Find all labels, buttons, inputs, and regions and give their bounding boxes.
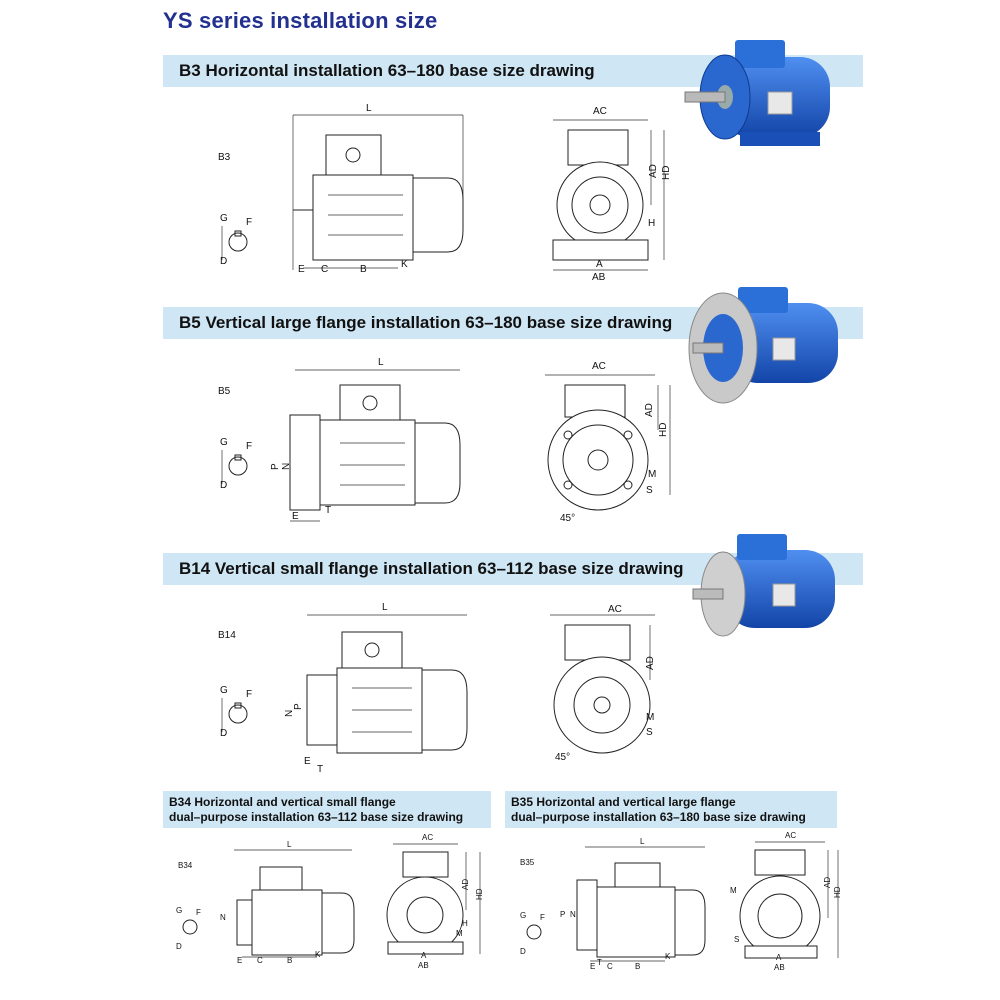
dim-g: G xyxy=(220,213,228,224)
svg-text:HD: HD xyxy=(475,888,484,900)
svg-text:AB: AB xyxy=(418,961,429,970)
svg-text:AC: AC xyxy=(785,831,797,840)
dim-m: M xyxy=(648,469,657,480)
svg-text:M: M xyxy=(730,886,737,895)
svg-text:B: B xyxy=(287,956,293,965)
svg-text:T: T xyxy=(597,958,602,967)
svg-text:P: P xyxy=(560,910,566,919)
dim-s: S xyxy=(646,727,653,738)
svg-text:F: F xyxy=(196,908,201,917)
svg-text:B: B xyxy=(635,962,641,971)
dim-b: B xyxy=(360,264,367,275)
dim-ad: AD xyxy=(644,403,655,417)
svg-text:A: A xyxy=(421,951,427,960)
key-diagram-b35 xyxy=(520,910,550,955)
svg-text:B3: B3 xyxy=(218,152,231,163)
svg-text:D: D xyxy=(520,947,526,956)
svg-text:D: D xyxy=(176,942,182,951)
b5-side-view xyxy=(270,355,470,530)
svg-text:F: F xyxy=(540,913,545,922)
tag-b5 xyxy=(218,382,258,402)
dim-d: D xyxy=(220,480,228,491)
tag-b14 xyxy=(218,626,258,646)
svg-text:N: N xyxy=(220,913,226,922)
dim-e: E xyxy=(298,264,305,275)
dim-f: F xyxy=(246,441,253,452)
b34-front-view xyxy=(378,830,493,970)
svg-text:HD: HD xyxy=(833,886,842,898)
b34-title-line2: dual–purpose installation 63–112 base size drawing xyxy=(169,810,464,824)
svg-text:N: N xyxy=(570,910,576,919)
dim-h: H xyxy=(648,218,656,229)
dim-d: D xyxy=(220,728,228,739)
tag-b3 xyxy=(218,148,258,168)
dim-s: S xyxy=(646,485,653,496)
b5-front-view xyxy=(540,355,690,530)
section-banner-b5: B5 Vertical large flange installation 63–180 base size drawing xyxy=(163,307,863,339)
dim-c: C xyxy=(321,264,329,275)
dim-hd: HD xyxy=(658,422,669,437)
b3-front-view xyxy=(548,100,678,285)
angle-45: 45° xyxy=(560,513,576,524)
dim-ac: AC xyxy=(593,106,607,117)
key-diagram-b14 xyxy=(218,684,258,739)
svg-text:AD: AD xyxy=(823,876,832,888)
section-banner-b35 xyxy=(505,791,837,828)
svg-text:K: K xyxy=(315,950,321,959)
dim-t: T xyxy=(317,764,324,775)
dim-ad: AD xyxy=(648,164,659,178)
svg-text:L: L xyxy=(640,837,645,846)
svg-text:B34: B34 xyxy=(178,861,193,870)
key-diagram-b3 xyxy=(218,212,258,267)
section-banner-b3: B3 Horizontal installation 63–180 base size drawing xyxy=(163,55,863,87)
dim-ad: AD xyxy=(645,656,656,670)
key-diagram-b34 xyxy=(176,905,206,950)
svg-text:K: K xyxy=(665,952,671,961)
svg-text:S: S xyxy=(734,935,740,944)
dim-l: L xyxy=(366,103,372,114)
dim-ac: AC xyxy=(608,604,622,615)
b34-side-view xyxy=(212,835,362,965)
svg-text:G: G xyxy=(520,911,527,920)
svg-text:B5: B5 xyxy=(218,386,231,397)
svg-text:L: L xyxy=(287,840,292,849)
svg-text:E: E xyxy=(237,956,243,965)
b14-front-view xyxy=(540,600,690,770)
dim-d: D xyxy=(220,256,228,267)
svg-text:E: E xyxy=(590,962,596,971)
b35-side-view xyxy=(555,835,715,975)
svg-text:A: A xyxy=(776,953,782,962)
section-banner-b14: B14 Vertical small flange installation 63–112 base size drawing xyxy=(163,553,863,585)
key-diagram-b5 xyxy=(218,436,258,491)
dim-k: K xyxy=(401,259,408,270)
dim-m: M xyxy=(646,712,655,723)
svg-text:H: H xyxy=(462,919,468,928)
dim-f: F xyxy=(246,689,253,700)
dim-p: P xyxy=(293,703,304,710)
svg-text:AD: AD xyxy=(461,878,470,890)
b14-side-view xyxy=(282,600,477,775)
dim-n: N xyxy=(281,462,292,470)
motor-photo-b14 xyxy=(685,532,845,647)
svg-text:B35: B35 xyxy=(520,858,535,867)
dim-e: E xyxy=(304,756,311,767)
svg-text:C: C xyxy=(607,962,613,971)
svg-text:C: C xyxy=(257,956,263,965)
dim-l: L xyxy=(382,602,388,613)
dim-n: N xyxy=(284,709,295,717)
motor-photo-b5 xyxy=(683,283,848,413)
b35-title-line2: dual–purpose installation 63–180 base size drawing xyxy=(511,810,806,824)
angle-45: 45° xyxy=(555,752,571,763)
b35-title-line1: B35 Horizontal and vertical large flange xyxy=(511,795,736,809)
dim-e: E xyxy=(292,511,299,522)
dim-g: G xyxy=(220,685,228,696)
svg-text:M: M xyxy=(456,929,463,938)
svg-text:AB: AB xyxy=(774,963,785,972)
svg-text:B14: B14 xyxy=(218,630,236,641)
tag-b35 xyxy=(520,855,560,875)
dim-f: F xyxy=(246,217,253,228)
section-banner-b34 xyxy=(163,791,491,828)
dim-p: P xyxy=(270,463,281,470)
dim-l: L xyxy=(378,357,384,368)
b3-side-view xyxy=(288,100,473,280)
b35-front-view xyxy=(730,828,850,973)
dim-a: A xyxy=(596,259,603,270)
motor-photo-b3 xyxy=(680,32,850,157)
dim-hd: HD xyxy=(661,165,672,180)
svg-text:AC: AC xyxy=(422,833,434,842)
b34-title-line1: B34 Horizontal and vertical small flange xyxy=(169,795,396,809)
dim-ac: AC xyxy=(592,361,606,372)
dim-g: G xyxy=(220,437,228,448)
page-title: YS series installation size xyxy=(163,8,438,33)
dim-t: T xyxy=(325,505,332,516)
svg-text:G: G xyxy=(176,906,183,915)
dim-ab: AB xyxy=(592,272,606,283)
